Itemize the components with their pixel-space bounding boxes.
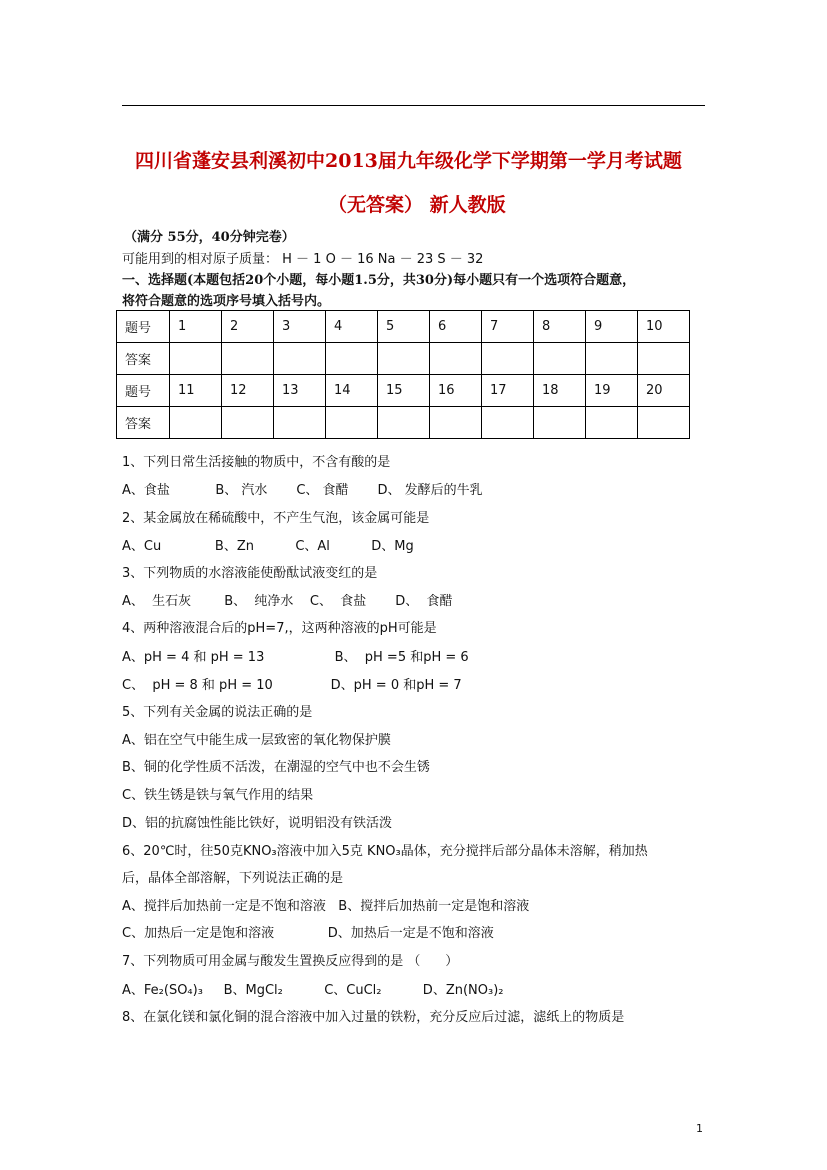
answer-table [116,310,690,439]
question-6-stem-1: 6、20℃时，往50克KNO₃溶液中加入5克 KNO₃晶体，充分搅拌后部分晶体未溶解，稍加热 [122,844,648,859]
question-6-options-ab: A、搅拌后加热前一定是不饱和溶液 B、搅拌后加热前一定是饱和溶液 [122,899,530,914]
table-cell: 14 [326,375,378,407]
table-row [117,375,690,407]
question-4-stem: 4、两种溶液混合后的pH=7,，这两种溶液的pH可能是 [122,621,437,636]
answer-cell[interactable] [430,407,482,439]
title-line-2: （无答案） 新人教版 [328,194,506,216]
answer-cell[interactable] [482,343,534,375]
table-cell: 20 [638,375,690,407]
question-6-options-cd: C、加热后一定是饱和溶液 D、加热后一定是不饱和溶液 [122,926,494,941]
question-2-options: A、Cu B、Zn C、Al D、Mg [122,539,414,554]
answer-cell[interactable] [222,343,274,375]
question-5-option-d: D、铝的抗腐蚀性能比铁好，说明铝没有铁活泼 [122,816,393,831]
atomic-mass-line: 可能用到的相对原子质量： H － 1 O － 16 Na － 23 S － 32 [122,252,484,267]
question-5-option-a: A、铝在空气中能生成一层致密的氧化物保护膜 [122,733,391,748]
question-5-option-b: B、铜的化学性质不活泼，在潮湿的空气中也不会生锈 [122,760,430,775]
table-cell: 3 [274,311,326,343]
table-cell: 1 [170,311,222,343]
table-cell: 5 [378,311,430,343]
answer-cell[interactable] [482,407,534,439]
table-cell: 6 [430,311,482,343]
table-row [117,311,690,343]
question-3-options: A、 生石灰 B、 纯净水 C、 食盐 D、 食醋 [122,594,453,609]
table-cell: 8 [534,311,586,343]
question-7-options: A、Fe₂(SO₄)₃ B、MgCl₂ C、CuCl₂ D、Zn(NO₃)₂ [122,983,504,998]
answer-cell[interactable] [534,407,586,439]
answer-cell[interactable] [170,407,222,439]
answer-cell[interactable] [534,343,586,375]
table-cell: 16 [430,375,482,407]
table-cell: 题号 [117,375,170,407]
section1-heading-1: 一、选择题(本题包括20个小题，每小题1.5分，共30分)每小题只有一个选项符合题意， [122,273,636,288]
question-1-options: A、食盐 B、 汽水 C、 食醋 D、 发酵后的牛乳 [122,483,483,498]
question-2-stem: 2、某金属放在稀硫酸中，不产生气泡，该金属可能是 [122,511,430,526]
question-7-stem: 7、下列物质可用金属与酸发生置换反应得到的是 （ ） [122,954,459,969]
table-cell: 10 [638,311,690,343]
table-cell: 9 [586,311,638,343]
table-cell: 13 [274,375,326,407]
table-cell: 答案 [117,343,170,375]
question-4-options-cd: C、 pH = 8 和 pH = 10 D、pH = 0 和pH = 7 [122,678,462,693]
answer-cell[interactable] [378,343,430,375]
table-cell: 11 [170,375,222,407]
table-row [117,343,690,375]
question-6-stem-2: 后，晶体全部溶解，下列说法正确的是 [122,871,344,886]
question-1-stem: 1、下列日常生活接触的物质中，不含有酸的是 [122,455,391,470]
answer-cell[interactable] [170,343,222,375]
answer-cell[interactable] [274,343,326,375]
answer-cell[interactable] [586,343,638,375]
page-number: 1 [696,1122,703,1135]
table-row [117,407,690,439]
question-5-option-c: C、铁生锈是铁与氧气作用的结果 [122,788,314,803]
answer-cell[interactable] [274,407,326,439]
table-cell: 18 [534,375,586,407]
answer-cell[interactable] [222,407,274,439]
table-cell: 4 [326,311,378,343]
table-cell: 答案 [117,407,170,439]
table-cell: 12 [222,375,274,407]
question-8-stem: 8、在氯化镁和氯化铜的混合溶液中加入过量的铁粉，充分反应后过滤，滤纸上的物质是 [122,1010,625,1025]
answer-cell[interactable] [326,407,378,439]
table-cell: 题号 [117,311,170,343]
table-cell: 2 [222,311,274,343]
table-cell: 15 [378,375,430,407]
question-3-stem: 3、下列物质的水溶液能使酚酞试液变红的是 [122,566,378,581]
answer-cell[interactable] [430,343,482,375]
title-line-1: 四川省蓬安县利溪初中2013届九年级化学下学期第一学月考试题 [135,150,682,172]
question-5-stem: 5、下列有关金属的说法正确的是 [122,705,313,720]
answer-cell[interactable] [638,407,690,439]
table-cell: 17 [482,375,534,407]
answer-cell[interactable] [586,407,638,439]
answer-cell[interactable] [638,343,690,375]
score-note: （满分 55分，40分钟完卷） [124,230,295,245]
answer-cell[interactable] [326,343,378,375]
section1-heading-2: 将符合题意的选项序号填入括号内。 [122,294,331,309]
question-4-options-ab: A、pH = 4 和 pH = 13 B、 pH =5 和pH = 6 [122,650,469,665]
table-cell: 7 [482,311,534,343]
header-rule [122,105,705,106]
answer-cell[interactable] [378,407,430,439]
table-cell: 19 [586,375,638,407]
